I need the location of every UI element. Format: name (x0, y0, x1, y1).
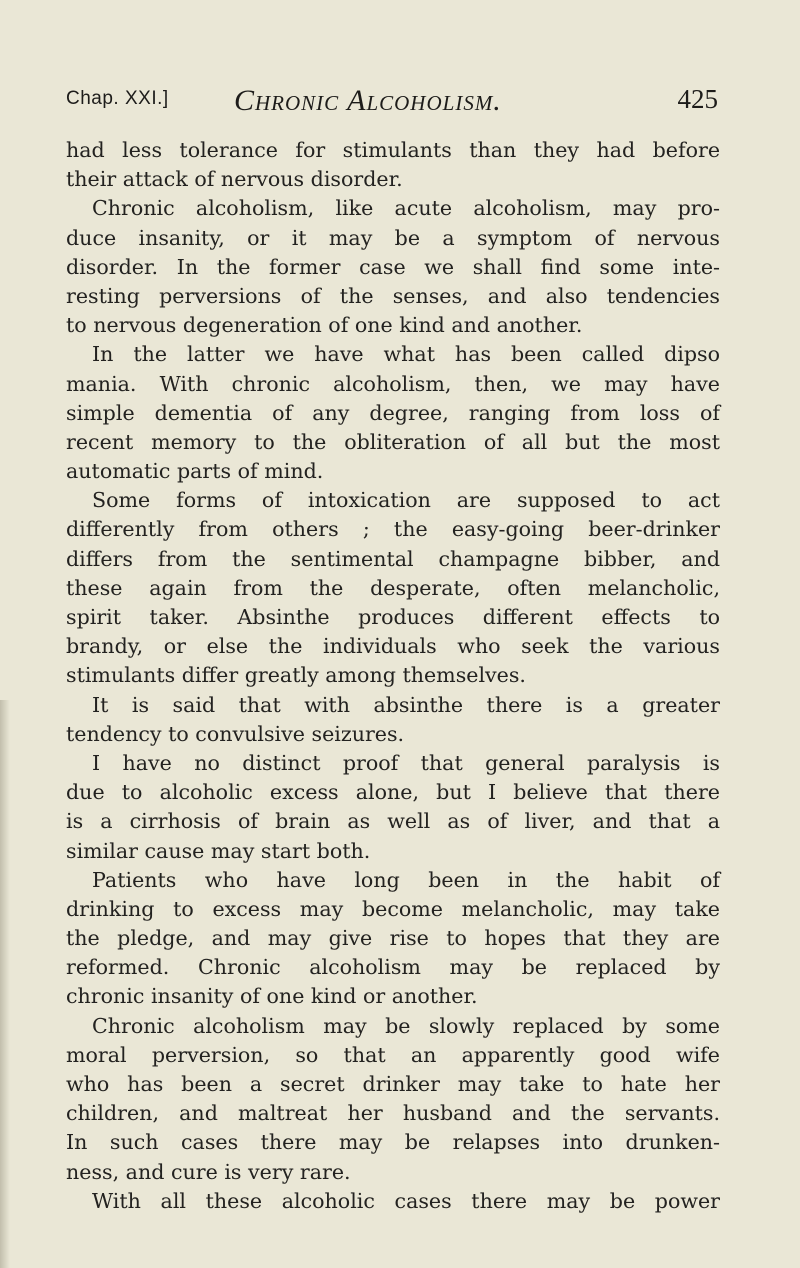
text-line: disorder. In the former case we shall find some inte- (66, 254, 720, 279)
text-line: their attack of nervous disorder. (66, 167, 403, 192)
text-line: automatic parts of mind. (66, 459, 324, 484)
text-line: is a cirrhosis of brain as well as of liver, and that a (66, 809, 720, 834)
text-line: simple dementia of any degree, ranging from loss of (66, 400, 720, 425)
text-line: drinking to excess may become melancholic, may take (66, 896, 720, 921)
text-line: resting perversions of the senses, and also tendencies (66, 283, 720, 308)
running-title: Chronic Alcoholism. (234, 84, 502, 117)
text-line: moral perversion, so that an apparently good wife (66, 1042, 720, 1067)
text-line: who has been a secret drinker may take to hate her (66, 1072, 720, 1096)
text-line: In such cases there may be relapses into drunken- (66, 1130, 720, 1155)
page-number: 425 (677, 84, 718, 114)
text-line: tendency to convulsive seizures. (66, 721, 405, 746)
text-line: differently from others ; the easy-going beer-drinker (66, 517, 720, 542)
text-line: Chronic alcoholism, like acute alcoholism, may pro- (92, 196, 720, 221)
body-text (66, 136, 720, 1216)
running-header (66, 84, 718, 124)
text-line: With all these alcoholic cases there may be power (92, 1188, 720, 1213)
text-line: similar cause may start both. (66, 838, 371, 863)
text-line: duce insanity, or it may be a symptom of nervous (66, 225, 720, 250)
text-line: In the latter we have what has been called dipso (92, 342, 720, 367)
text-line: spirit taker. Absinthe produces different effects to (66, 605, 720, 629)
text-line: had less tolerance for stimulants than they had before (66, 138, 720, 162)
text-line: chronic insanity of one kind or another. (66, 984, 478, 1009)
text-line: It is said that with absinthe there is a greater (92, 692, 720, 717)
text-line: differs from the sentimental champagne bibber, and (66, 546, 720, 571)
text-line: these again from the desperate, often melancholic, (66, 575, 720, 600)
text-line: the pledge, and may give rise to hopes that they are (66, 926, 720, 951)
text-line: children, and maltreat her husband and the servants. (66, 1101, 720, 1126)
text-line: recent memory to the obliteration of all but the most (66, 429, 720, 454)
text-line: I have no distinct proof that general paralysis is (92, 750, 720, 775)
text-line: to nervous degeneration of one kind and another. (66, 313, 583, 338)
text-line: mania. With chronic alcoholism, then, we may have (66, 371, 720, 396)
text-line: brandy, or else the individuals who seek the various (66, 634, 720, 659)
text-line: reformed. Chronic alcoholism may be replaced by (66, 955, 720, 980)
text-line: due to alcoholic excess alone, but I believe that there (66, 780, 720, 805)
chapter-reference: Chap. XXI.] (66, 88, 169, 109)
text-line: stimulants differ greatly among themselves. (66, 663, 526, 688)
text-line: Chronic alcoholism may be slowly replaced by some (92, 1013, 720, 1038)
text-line: Patients who have long been in the habit of (92, 867, 720, 892)
page-edge-shadow (0, 700, 10, 1268)
text-line: ness, and cure is very rare. (66, 1159, 351, 1184)
text-line: Some forms of intoxication are supposed to act (92, 488, 720, 513)
